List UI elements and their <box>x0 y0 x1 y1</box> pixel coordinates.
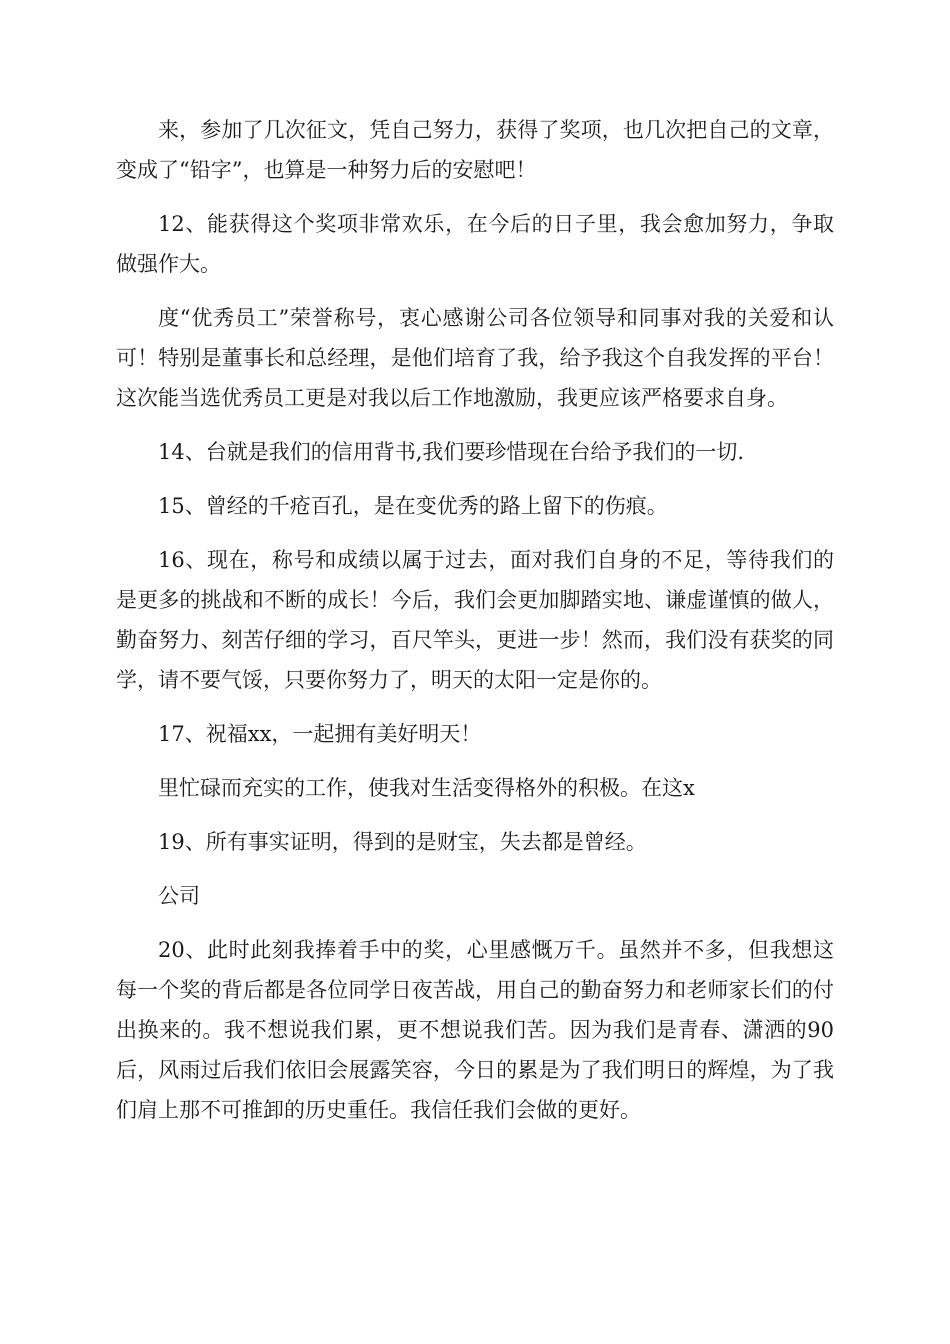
paragraph-3: 度“优秀员工”荣誉称号，衷心感谢公司各位领导和同事对我的关爱和认可！特别是董事长和总经理，是他们培育了我，给予我这个自我发挥的平台！这次能当选优秀员工更是对我以后工作地激励，我更应该严格要求自身。 <box>116 306 834 410</box>
paragraph-4: 14、台就是我们的信用背书,我们要珍惜现在台给予我们的一切. <box>158 440 745 464</box>
document-body <box>116 110 834 1144</box>
paragraph-10: 公司 <box>158 884 200 908</box>
paragraph-11: 20、此时此刻我捧着手中的奖，心里感慨万千。虽然并不多，但我想这每一个奖的背后都是各位同学日夜苦战，用自己的勤奋努力和老师家长们的付出换来的。我不想说我们累，更不想说我们苦。因为我们是青春、潇洒的90后，风雨过后我们依旧会展露笑容，今日的累是为了我们明日的辉煌，为了我们肩上那不可推卸的历史重任。我信任我们会做的更好。 <box>116 938 834 1122</box>
paragraph-7: 17、祝福xx，一起拥有美好明天！ <box>158 722 482 746</box>
paragraph-9: 19、所有事实证明，得到的是财宝，失去都是曾经。 <box>158 830 647 854</box>
paragraph-2: 12、能获得这个奖项非常欢乐，在今后的日子里，我会愈加努力，争取做强作大。 <box>116 212 834 276</box>
paragraph-6: 16、现在，称号和成绩以属于过去，面对我们自身的不足，等待我们的是更多的挑战和不断的成长！今后，我们会更加脚踏实地、谦虚谨慎的做人，勤奋努力、刻苦仔细的学习，百尺竿头，更进一步！然而，我们没有获奖的同学，请不要气馁，只要你努力了，明天的太阳一定是你的。 <box>116 548 834 692</box>
paragraph-8: 里忙碌而充实的工作，使我对生活变得格外的积极。在这x <box>158 776 695 800</box>
paragraph-1: 来，参加了几次征文，凭自己努力，获得了奖项，也几次把自己的文章，变成了“铅字”，也算是一种努力后的安慰吧！ <box>116 118 834 182</box>
paragraph-5: 15、曾经的千疮百孔，是在变优秀的路上留下的伤痕。 <box>158 494 668 518</box>
